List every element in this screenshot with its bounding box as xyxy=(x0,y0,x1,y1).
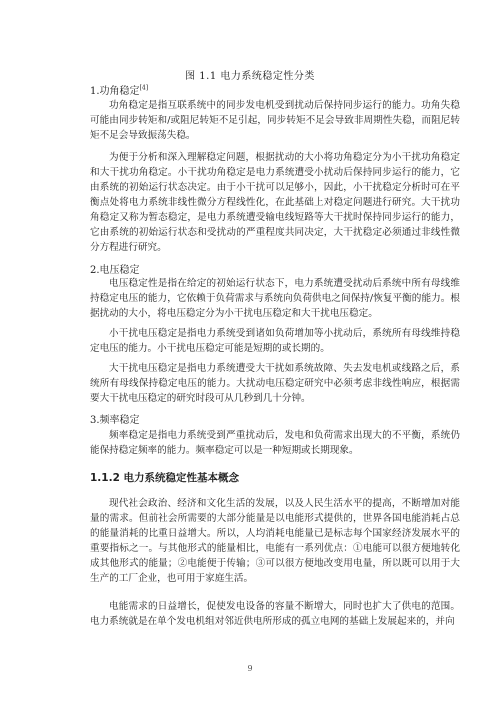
subsection-title: 1.1.2 电力系统稳定性基本概念 xyxy=(90,472,240,484)
page-number: 9 xyxy=(247,664,253,673)
section-heading-frequency-stability: 3.频率稳定 xyxy=(90,415,140,426)
paragraph-large-disturbance-voltage: 大干扰电压稳定是指电力系统遭受大干扰如系统故障、失去发电机或线路之后，系统所有母线保持稳定电压的能力。大扰动电压稳定研究中必须考虑非线性响应，根据需要大干扰电压稳定的研究时段可从几秒到几十分钟。 xyxy=(90,363,460,404)
paragraph-power-system-growth: 电能需求的日益增长，促使发电设备的容量不断增大，同时也扩大了供电的范围。电力系统就是在单个发电机组对邻近供电所形成的孤立电网的基础上发展起来的，并向 xyxy=(90,601,460,627)
paragraph-energy-demand: 现代社会政治、经济和文化生活的发展，以及人民生活水平的提高，不断增加对能量的需求。但前社会所需要的大部分能量是以电能形式提供的，世界各国电能消耗占总的能量消耗的比重日益增大。所以，人均消耗电能量已是标志每个国家经济发展水平的重要指标之一。与其他形式的能量相比，电能有一系列优点：①电能可以很方便地转化成其他形式的能量；②电能便于传输；③可以很方便地改变用电量，所以既可以用于大生产的工厂企业，也可用于家庭生活。 xyxy=(90,498,460,584)
figure-caption: 图 1.1 电力系统稳定性分类 xyxy=(185,71,315,82)
paragraph-voltage-definition: 电压稳定性是指在给定的初始运行状态下，电力系统遭受扰动后系统中所有母线维持稳定电压的能力，它依赖于负荷需求与系统向负荷供电之间保持/恢复平衡的能力。根据扰动的大小，将电压稳定分为小干扰电压稳定和大干扰电压稳定。 xyxy=(90,278,460,319)
section-heading-voltage-stability: 2.电压稳定 xyxy=(90,265,140,276)
section-heading-angle-stability xyxy=(90,82,148,97)
paragraph-angle-definition: 功角稳定是指互联系统中的同步发电机受到扰动后保持同步运行的能力。功角失稳可能由同步转矩和/或阻尼转矩不足引起，同步转矩不足会导致非周期性失稳，而阻尼转矩不足会导致振荡失稳。 xyxy=(90,100,460,141)
paragraph-angle-classification: 为便于分析和深入理解稳定问题，根据扰动的大小将功角稳定分为小干扰功角稳定和大干扰功角稳定。小干扰功角稳定是电力系统遭受小扰动后保持同步运行的能力，它由系统的初始运行状态决定。由于小干扰可以足够小，因此，小干扰稳定分析时可在平衡点处将电力系统非线性微分方程线性化，在此基础上对稳定问题进行研究。大干扰功角稳定又称为暂态稳定，是电力系统遭受输电线短路等大干扰时保持同步运行的能力，它由系统的初始运行状态和受扰动的严重程度共同决定，大干扰稳定必须通过非线性微分方程进行研究。 xyxy=(90,152,460,253)
section-title: 1.功角稳定 xyxy=(90,86,140,97)
citation-ref: [4] xyxy=(139,84,149,92)
paragraph-small-disturbance-voltage: 小干扰电压稳定是指电力系统受到诸如负荷增加等小扰动后，系统所有母线维持稳定电压的能力。小干扰电压稳定可能是短期的或长期的。 xyxy=(90,328,460,354)
paragraph-frequency-definition: 频率稳定是指电力系统受到严重扰动后，发电和负荷需求出现大的不平衡，系统仍能保持稳定频率的能力。频率稳定可以是一种短期或长期现象。 xyxy=(90,430,460,456)
